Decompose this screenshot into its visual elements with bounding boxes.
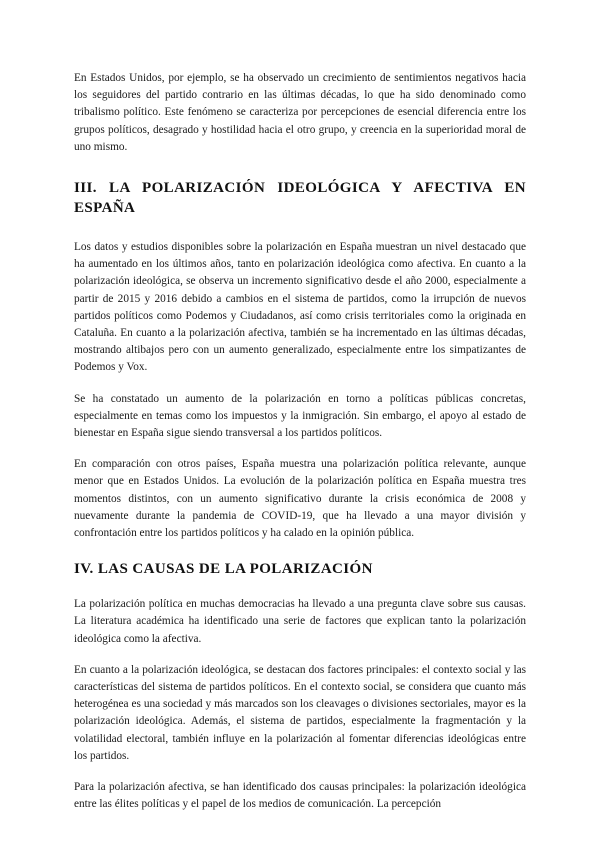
intro-paragraph: En Estados Unidos, por ejemplo, se ha observado un crecimiento de sentimientos negativos hacia los seguidores del partido contrario en las últimas décadas, lo que ha sido denominado como tribalismo político. Este fenómeno se caracteriza por percepciones de esencial diferencia entre los grupos políticos, desagrado y hostilidad hacia el otro grupo, y creencia en la superioridad moral de uno mismo. [74, 72, 526, 153]
section-iv-paragraph-2: En cuanto a la polarización ideológica, se destacan dos factores principales: el contexto social y las características del sistema de partidos políticos. En el contexto social, se considera que cuanto más heterogénea es una sociedad y más marcados son los cleavages o divisiones sectoriales, mayor es la polarización ideológica. Además, el sistema de partidos, especialmente la fragmentación y la volatilidad electoral, también influye en la polarización al fomentar diferencias ideológicas entre los partidos. [74, 663, 526, 762]
section-iv-body [74, 596, 526, 813]
section-heading-iv: IV. LAS CAUSAS DE LA POLARIZACIÓN [74, 561, 373, 578]
section-iv-paragraph-3: Para la polarización afectiva, se han identificado dos causas principales: la polarización ideológica entre las élites políticas y el papel de los medios de comunicación. La percepción [74, 781, 526, 811]
section-iii-paragraph-2: Se ha constatado un aumento de la polarización en torno a políticas públicas concretas, especialmente en temas como los impuestos y la inmigración. Sin embargo, el apoyo al estado de bienestar en España sigue siendo transversal a los partidos políticos. [74, 392, 526, 440]
document-page [74, 70, 526, 814]
section-iii-paragraph-3: En comparación con otros países, España muestra una polarización política relevante, aunque menor que en Estados Unidos. La evolución de la polarización política en España muestra tres momentos distintos, con un aumento significativo durante la crisis económica de 2008 y nuevamente durante la pandemia de COVID-19, que ha llevado a una mayor división y confrontación entre los partidos políticos y ha calado en la opinión pública. [74, 458, 526, 540]
section-iii-body [74, 239, 526, 542]
section-iii-paragraph-1: Los datos y estudios disponibles sobre la polarización en España muestran un nivel destacado que ha aumentado en los últimos años, tanto en polarización ideológica como afectiva. En cuanto a la polarización ideológica, se observa un incremento significativo desde el año 2000, especialmente a partir de 2015 y 2016 debido a cambios en el sistema de partidos, como la irrupción de nuevos partidos políticos como Podemos y Ciudadanos, así como crisis territoriales como la originada en Cataluña. En cuanto a la polarización afectiva, también se ha incrementado en las últimas décadas, mostrando altibajos pero con un aumento generalizado, especialmente entre los simpatizantes de Podemos y Vox. [74, 241, 526, 374]
section-heading-iii: III. LA POLARIZACIÓN IDEOLÓGICA Y AFECTIVA EN ESPAÑA [74, 180, 526, 217]
section-iv-paragraph-1: La polarización política en muchas democracias ha llevado a una pregunta clave sobre sus causas. La literatura académica ha identificado una serie de factores que explican tanto la polarización ideológica como la afectiva. [74, 598, 526, 645]
